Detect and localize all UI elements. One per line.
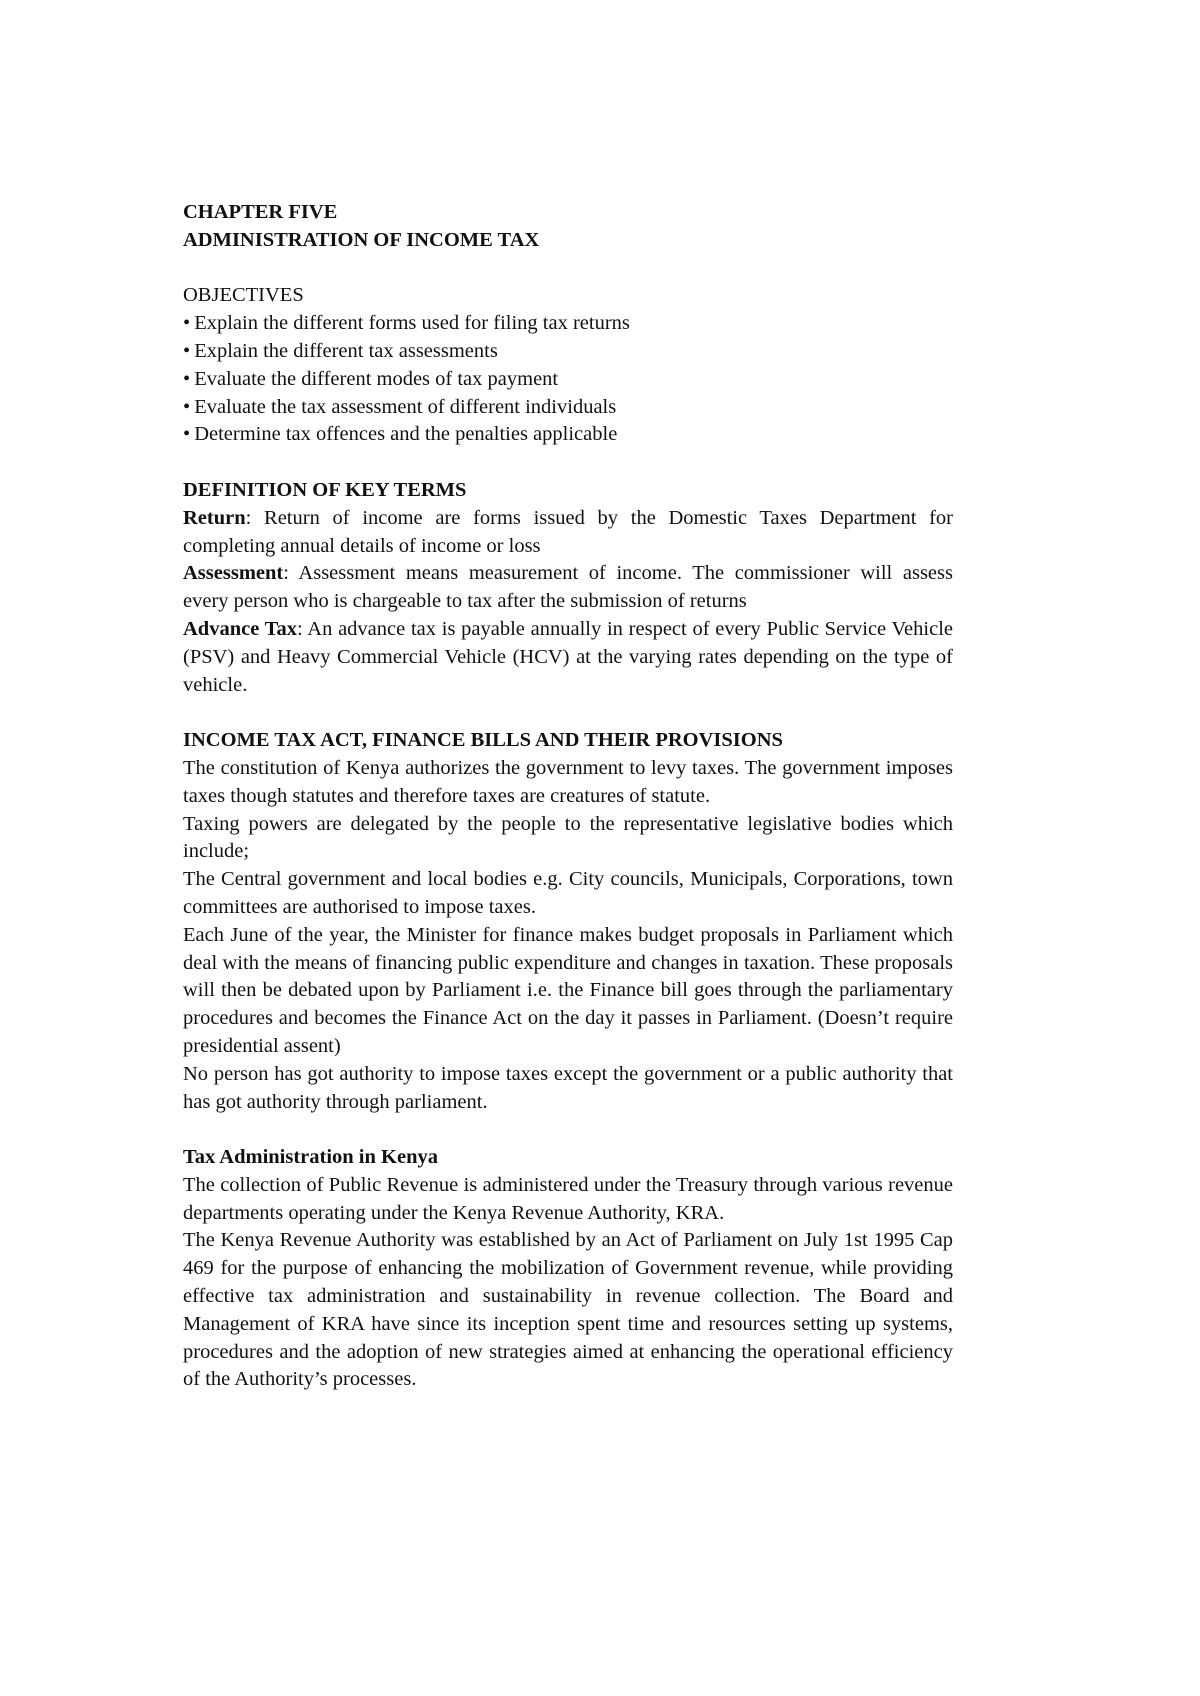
list-item: • Determine tax offences and the penalties applicable	[183, 423, 618, 446]
definition-term: Assessment	[183, 562, 284, 585]
objectives-list	[183, 310, 953, 449]
chapter-label: CHAPTER FIVE	[183, 201, 338, 223]
spacer	[183, 255, 953, 283]
spacer	[183, 699, 953, 727]
definition-text: : Return of income are forms issued by the Domestic Taxes Department for completing annual details of income or loss	[183, 506, 953, 557]
definition-return	[183, 505, 953, 561]
list-item: • Explain the different tax assessments	[183, 339, 498, 362]
bullet-icon: •	[183, 395, 191, 418]
definition-term: Return	[183, 506, 246, 529]
list-item: • Evaluate the tax assessment of different individuals	[183, 395, 617, 418]
definition-text: : An advance tax is payable annually in respect of every Public Service Vehicle (PSV) and Heavy Commercial Vehicle (HCV) at the varying rates depending on the type of vehicle.	[183, 617, 953, 696]
definition-assessment	[183, 560, 953, 616]
paragraph: The collection of Public Revenue is administered under the Treasury through various revenue departments operating under the Kenya Revenue Authority, KRA.	[183, 1173, 953, 1224]
definition-text: : Assessment means measurement of income. The commissioner will assess every person who is chargeable to tax after the submission of returns	[183, 562, 953, 613]
paragraph: Each June of the year, the Minister for finance makes budget proposals in Parliament which deal with the means of financing public expenditure and changes in taxation. These proposals will then be debated upon by Parliament i.e. the Finance bill goes through the parliamentary procedures and becomes the Finance Act on the day it passes in Parliament. (Doesn’t require presidential assent)	[183, 923, 953, 1057]
list-item: • Explain the different forms used for filing tax returns	[183, 312, 630, 335]
paragraph: The Kenya Revenue Authority was established by an Act of Parliament on July 1st 1995 Cap 469 for the purpose of enhancing the mobilization of Government revenue, while providing effective tax administration and sustainability in revenue collection. The Board and Management of KRA have since its inception spent time and resources setting up systems, procedures and the adoption of new strategies aimed at enhancing the operational efficiency of the Authority’s processes.	[183, 1229, 953, 1391]
tax-admin-heading: Tax Administration in Kenya	[183, 1146, 438, 1169]
paragraph: No person has got authority to impose taxes except the government or a public authority that has got authority through parliament.	[183, 1062, 953, 1113]
chapter-title: ADMINISTRATION OF INCOME TAX	[183, 228, 540, 251]
paragraph: The constitution of Kenya authorizes the government to levy taxes. The government imposes taxes though statutes and therefore taxes are creatures of statute.	[183, 756, 953, 807]
bullet-icon: •	[183, 423, 191, 446]
spacer	[183, 449, 953, 477]
bullet-icon: •	[183, 312, 191, 335]
definition-term: Advance Tax	[183, 617, 297, 640]
list-item: • Evaluate the different modes of tax payment	[183, 367, 559, 390]
bullet-icon: •	[183, 367, 191, 390]
definition-advance-tax	[183, 616, 953, 699]
objectives-heading: OBJECTIVES	[183, 284, 304, 307]
bullet-icon: •	[183, 339, 191, 362]
paragraph: Taxing powers are delegated by the people to the representative legislative bodies which include;	[183, 812, 953, 863]
spacer	[183, 1116, 953, 1144]
paragraph: The Central government and local bodies e.g. City councils, Municipals, Corporations, town committees are authorised to impose taxes.	[183, 868, 953, 918]
definitions-heading: DEFINITION OF KEY TERMS	[183, 478, 467, 501]
income-tax-act-heading: INCOME TAX ACT, FINANCE BILLS AND THEIR PROVISIONS	[183, 729, 783, 752]
document-page	[183, 199, 953, 1394]
